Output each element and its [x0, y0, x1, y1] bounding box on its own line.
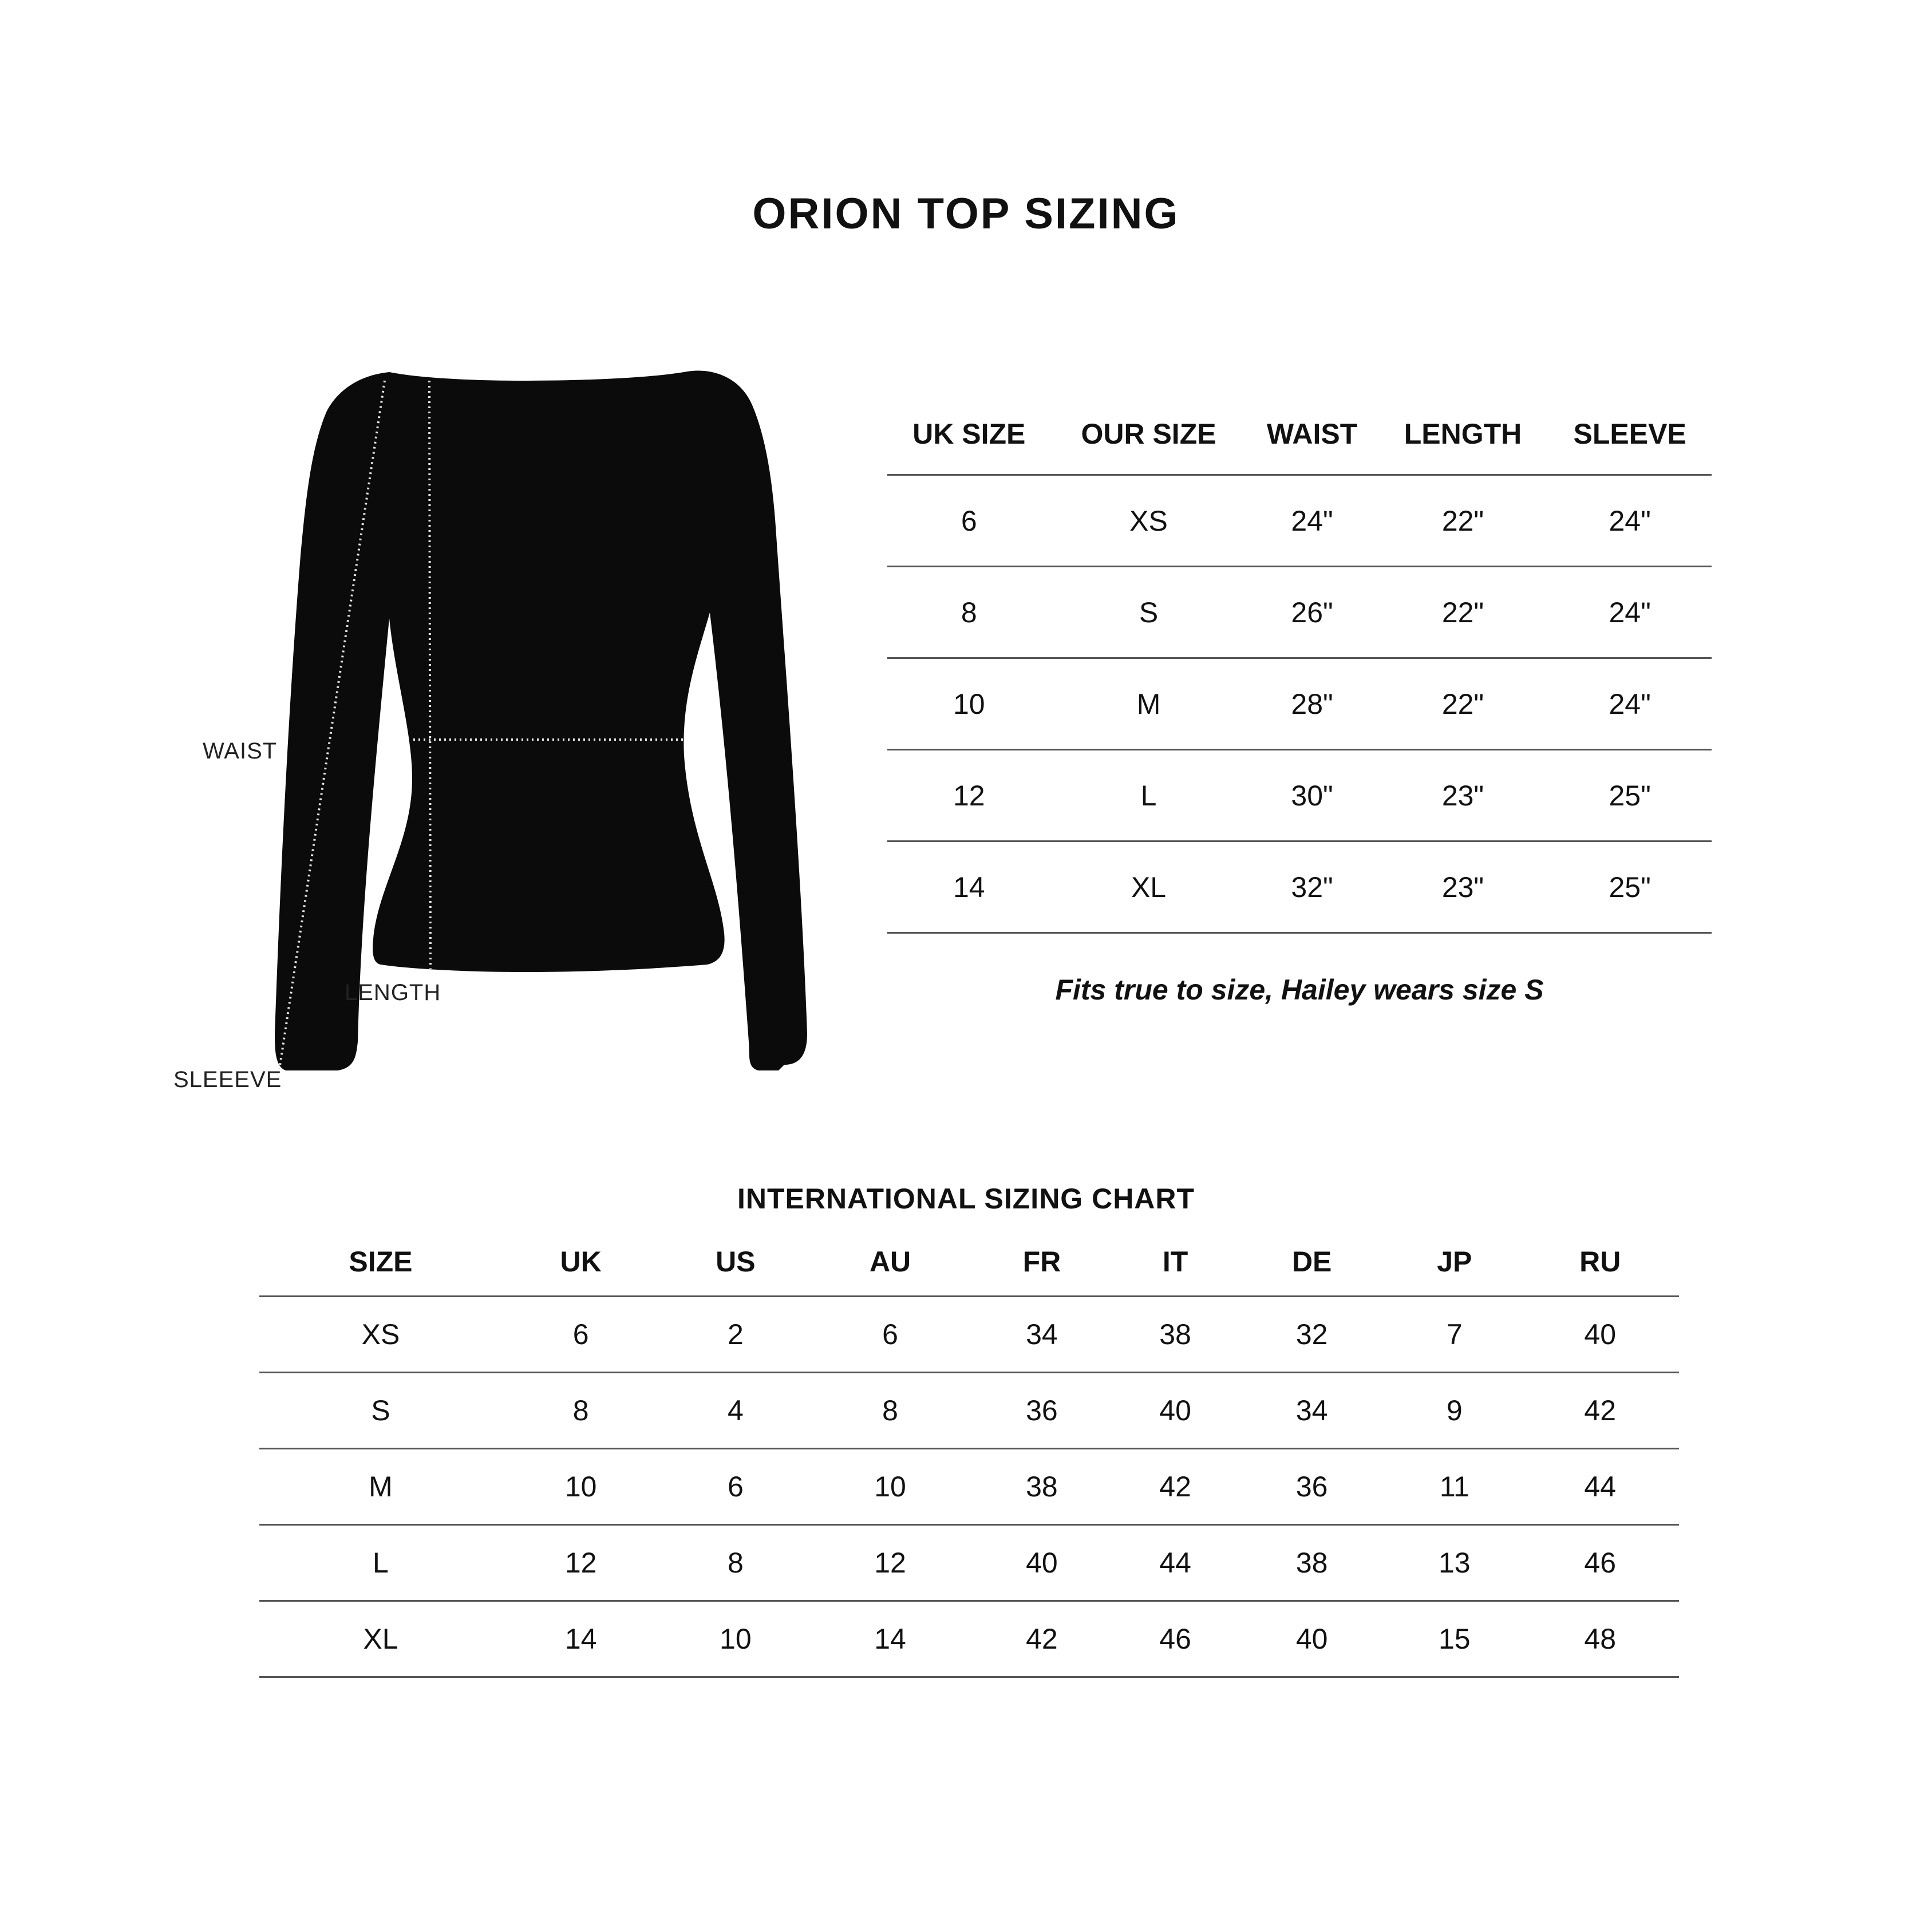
cell-waist: 26" [1246, 567, 1377, 658]
header-au: AU [811, 1228, 969, 1297]
cell-jp: 7 [1388, 1297, 1521, 1373]
table-row [887, 841, 1712, 933]
cell-au: 12 [811, 1525, 969, 1601]
cell-size: M [259, 1449, 502, 1525]
table-row [259, 1449, 1679, 1525]
header-size: SIZE [259, 1228, 502, 1297]
header-it: IT [1115, 1228, 1236, 1297]
cell-length: 23" [1378, 750, 1548, 841]
international-chart-title: INTERNATIONAL SIZING CHART [737, 1183, 1195, 1215]
cell-de: 32 [1236, 1297, 1388, 1373]
cell-waist: 30" [1246, 750, 1377, 841]
cell-uk-size: 6 [887, 475, 1051, 567]
cell-waist: 28" [1246, 658, 1377, 750]
cell-it: 42 [1115, 1449, 1236, 1525]
table-row [887, 567, 1712, 658]
cell-size: S [259, 1373, 502, 1449]
cell-uk-size: 10 [887, 658, 1051, 750]
cell-uk-size: 8 [887, 567, 1051, 658]
cell-sleeve: 25" [1548, 750, 1712, 841]
header-ru: RU [1521, 1228, 1679, 1297]
table-row [259, 1373, 1679, 1449]
cell-de: 36 [1236, 1449, 1388, 1525]
garment-diagram [149, 355, 893, 1111]
cell-jp: 15 [1388, 1601, 1521, 1677]
header-uk: UK [502, 1228, 659, 1297]
cell-it: 46 [1115, 1601, 1236, 1677]
cell-de: 34 [1236, 1373, 1388, 1449]
cell-it: 44 [1115, 1525, 1236, 1601]
table-row [259, 1525, 1679, 1601]
page-title: ORION TOP SIZING [752, 189, 1180, 238]
cell-au: 8 [811, 1373, 969, 1449]
cell-ru: 48 [1521, 1601, 1679, 1677]
cell-ru: 40 [1521, 1297, 1679, 1373]
cell-length: 22" [1378, 567, 1548, 658]
table-row [259, 1297, 1679, 1373]
cell-length: 22" [1378, 475, 1548, 567]
cell-ru: 44 [1521, 1449, 1679, 1525]
long-sleeve-top-illustration [149, 355, 893, 1111]
cell-de: 38 [1236, 1525, 1388, 1601]
cell-our-size: S [1051, 567, 1247, 658]
cell-uk: 12 [502, 1525, 659, 1601]
cell-size: XS [259, 1297, 502, 1373]
cell-de: 40 [1236, 1601, 1388, 1677]
cell-it: 38 [1115, 1297, 1236, 1373]
cell-it: 40 [1115, 1373, 1236, 1449]
header-jp: JP [1388, 1228, 1521, 1297]
fit-note: Fits true to size, Hailey wears size S [1055, 974, 1544, 1006]
cell-sleeve: 25" [1548, 841, 1712, 933]
cell-length: 22" [1378, 658, 1548, 750]
header-fr: FR [969, 1228, 1115, 1297]
cell-uk-size: 14 [887, 841, 1051, 933]
sleeve-label: SLEEEVE [173, 1067, 282, 1092]
cell-our-size: L [1051, 750, 1247, 841]
cell-jp: 9 [1388, 1373, 1521, 1449]
cell-sleeve: 24" [1548, 658, 1712, 750]
cell-fr: 42 [969, 1601, 1115, 1677]
size-table [887, 394, 1712, 934]
cell-our-size: XL [1051, 841, 1247, 933]
cell-fr: 36 [969, 1373, 1115, 1449]
length-label: LENGTH [345, 980, 441, 1005]
header-our-size: OUR SIZE [1051, 394, 1247, 475]
waist-label: WAIST [203, 738, 278, 764]
cell-jp: 13 [1388, 1525, 1521, 1601]
cell-us: 6 [659, 1449, 811, 1525]
top-silhouette [275, 371, 807, 1071]
cell-length: 23" [1378, 841, 1548, 933]
header-uk-size: UK SIZE [887, 394, 1051, 475]
cell-au: 10 [811, 1449, 969, 1525]
cell-us: 4 [659, 1373, 811, 1449]
header-sleeve: SLEEVE [1548, 394, 1712, 475]
cell-uk: 10 [502, 1449, 659, 1525]
cell-uk-size: 12 [887, 750, 1051, 841]
cell-size: XL [259, 1601, 502, 1677]
cell-sleeve: 24" [1548, 475, 1712, 567]
cell-us: 8 [659, 1525, 811, 1601]
cell-au: 6 [811, 1297, 969, 1373]
cell-au: 14 [811, 1601, 969, 1677]
table-row [887, 750, 1712, 841]
table-row [887, 475, 1712, 567]
cell-waist: 32" [1246, 841, 1377, 933]
cell-jp: 11 [1388, 1449, 1521, 1525]
cell-us: 2 [659, 1297, 811, 1373]
cell-us: 10 [659, 1601, 811, 1677]
cell-waist: 24" [1246, 475, 1377, 567]
cell-ru: 46 [1521, 1525, 1679, 1601]
cell-fr: 34 [969, 1297, 1115, 1373]
header-length: LENGTH [1378, 394, 1548, 475]
table-row [259, 1601, 1679, 1677]
cell-uk: 14 [502, 1601, 659, 1677]
international-sizing-table [259, 1228, 1679, 1678]
cell-sleeve: 24" [1548, 567, 1712, 658]
cell-fr: 38 [969, 1449, 1115, 1525]
cell-uk: 6 [502, 1297, 659, 1373]
cell-size: L [259, 1525, 502, 1601]
cell-ru: 42 [1521, 1373, 1679, 1449]
cell-our-size: M [1051, 658, 1247, 750]
international-header-row [259, 1228, 1679, 1297]
header-us: US [659, 1228, 811, 1297]
header-de: DE [1236, 1228, 1388, 1297]
cell-uk: 8 [502, 1373, 659, 1449]
table-row [887, 658, 1712, 750]
size-table-header-row [887, 394, 1712, 475]
header-waist: WAIST [1246, 394, 1377, 475]
cell-our-size: XS [1051, 475, 1247, 567]
cell-fr: 40 [969, 1525, 1115, 1601]
